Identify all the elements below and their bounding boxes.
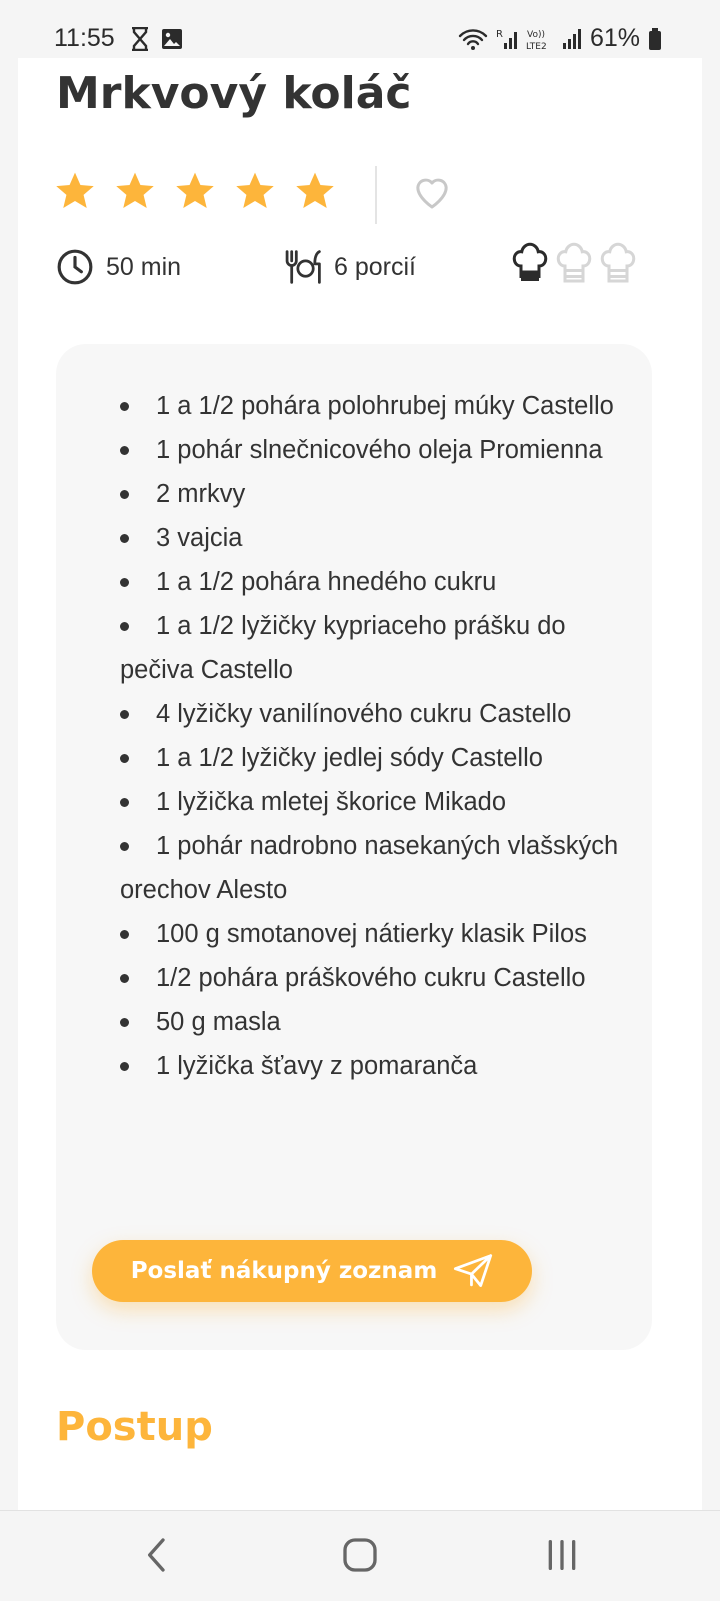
signal-icon xyxy=(562,27,582,51)
status-icons-right xyxy=(458,24,662,53)
ingredients-box xyxy=(56,344,652,1350)
star-icon[interactable] xyxy=(294,170,336,212)
difficulty-indicator xyxy=(512,242,636,284)
chef-hat-icon xyxy=(600,242,636,284)
list-item: 4 lyžičky vanilínového cukru Castello xyxy=(120,692,620,736)
paper-plane-icon xyxy=(453,1254,493,1288)
hourglass-icon xyxy=(130,27,150,51)
star-icon[interactable] xyxy=(234,170,276,212)
procedure-heading: Postup xyxy=(56,1404,213,1450)
heart-icon[interactable] xyxy=(412,172,452,212)
chef-hat-icon xyxy=(512,242,548,284)
list-item: 1 pohár nadrobno nasekaných vlašských orechov Alesto xyxy=(120,824,620,912)
divider xyxy=(375,166,377,224)
cooking-time-label: 50 min xyxy=(106,252,182,281)
list-item: 1/2 pohára práškového cukru Castello xyxy=(120,956,620,1000)
list-item: 1 a 1/2 lyžičky kypriaceho prášku do pečiva Castello xyxy=(120,604,620,692)
signal-r-icon xyxy=(496,27,518,51)
list-item: 1 pohár slnečnicového oleja Promienna xyxy=(120,428,620,472)
system-navigation-bar xyxy=(0,1510,720,1601)
servings-label: 6 porcií xyxy=(334,252,416,281)
rating-stars[interactable] xyxy=(54,170,336,212)
image-icon xyxy=(160,27,184,51)
list-item: 1 lyžička šťavy z pomaranča xyxy=(120,1044,620,1088)
svg-text:R: R xyxy=(495,28,503,40)
servings xyxy=(284,248,416,286)
back-icon[interactable] xyxy=(138,1535,178,1575)
list-item: 1 lyžička mletej škorice Mikado xyxy=(120,780,620,824)
volte-icon xyxy=(526,27,554,51)
list-item: 50 g masla xyxy=(120,1000,620,1044)
star-icon[interactable] xyxy=(174,170,216,212)
ingredients-list xyxy=(120,384,620,1088)
list-item: 100 g smotanovej nátierky klasik Pilos xyxy=(120,912,620,956)
recipe-title: Mrkvový koláč xyxy=(56,68,412,119)
list-item: 1 a 1/2 pohára polohrubej múky Castello xyxy=(120,384,620,428)
svg-text:Vo)): Vo)) xyxy=(526,29,545,40)
cooking-time xyxy=(56,248,181,286)
send-shopping-list-button[interactable] xyxy=(92,1240,532,1302)
star-icon[interactable] xyxy=(114,170,156,212)
recipe-card xyxy=(18,58,702,1510)
list-item: 3 vajcia xyxy=(120,516,620,560)
list-item: 1 a 1/2 pohára hnedého cukru xyxy=(120,560,620,604)
cutlery-icon xyxy=(284,248,324,286)
wifi-icon xyxy=(458,27,488,51)
home-icon[interactable] xyxy=(340,1535,380,1575)
star-icon[interactable] xyxy=(54,170,96,212)
recent-apps-icon[interactable] xyxy=(542,1535,582,1575)
status-time: 11:55 xyxy=(54,24,115,52)
battery-icon xyxy=(648,27,662,51)
svg-text:LTE2: LTE2 xyxy=(525,41,547,51)
battery-percentage: 61% xyxy=(589,24,640,52)
chef-hat-icon xyxy=(556,242,592,284)
clock-icon xyxy=(56,248,94,286)
status-icons-left xyxy=(130,27,184,51)
list-item: 2 mrkvy xyxy=(120,472,620,516)
send-shopping-list-label: Poslať nákupný zoznam xyxy=(130,1258,438,1284)
list-item: 1 a 1/2 lyžičky jedlej sódy Castello xyxy=(120,736,620,780)
